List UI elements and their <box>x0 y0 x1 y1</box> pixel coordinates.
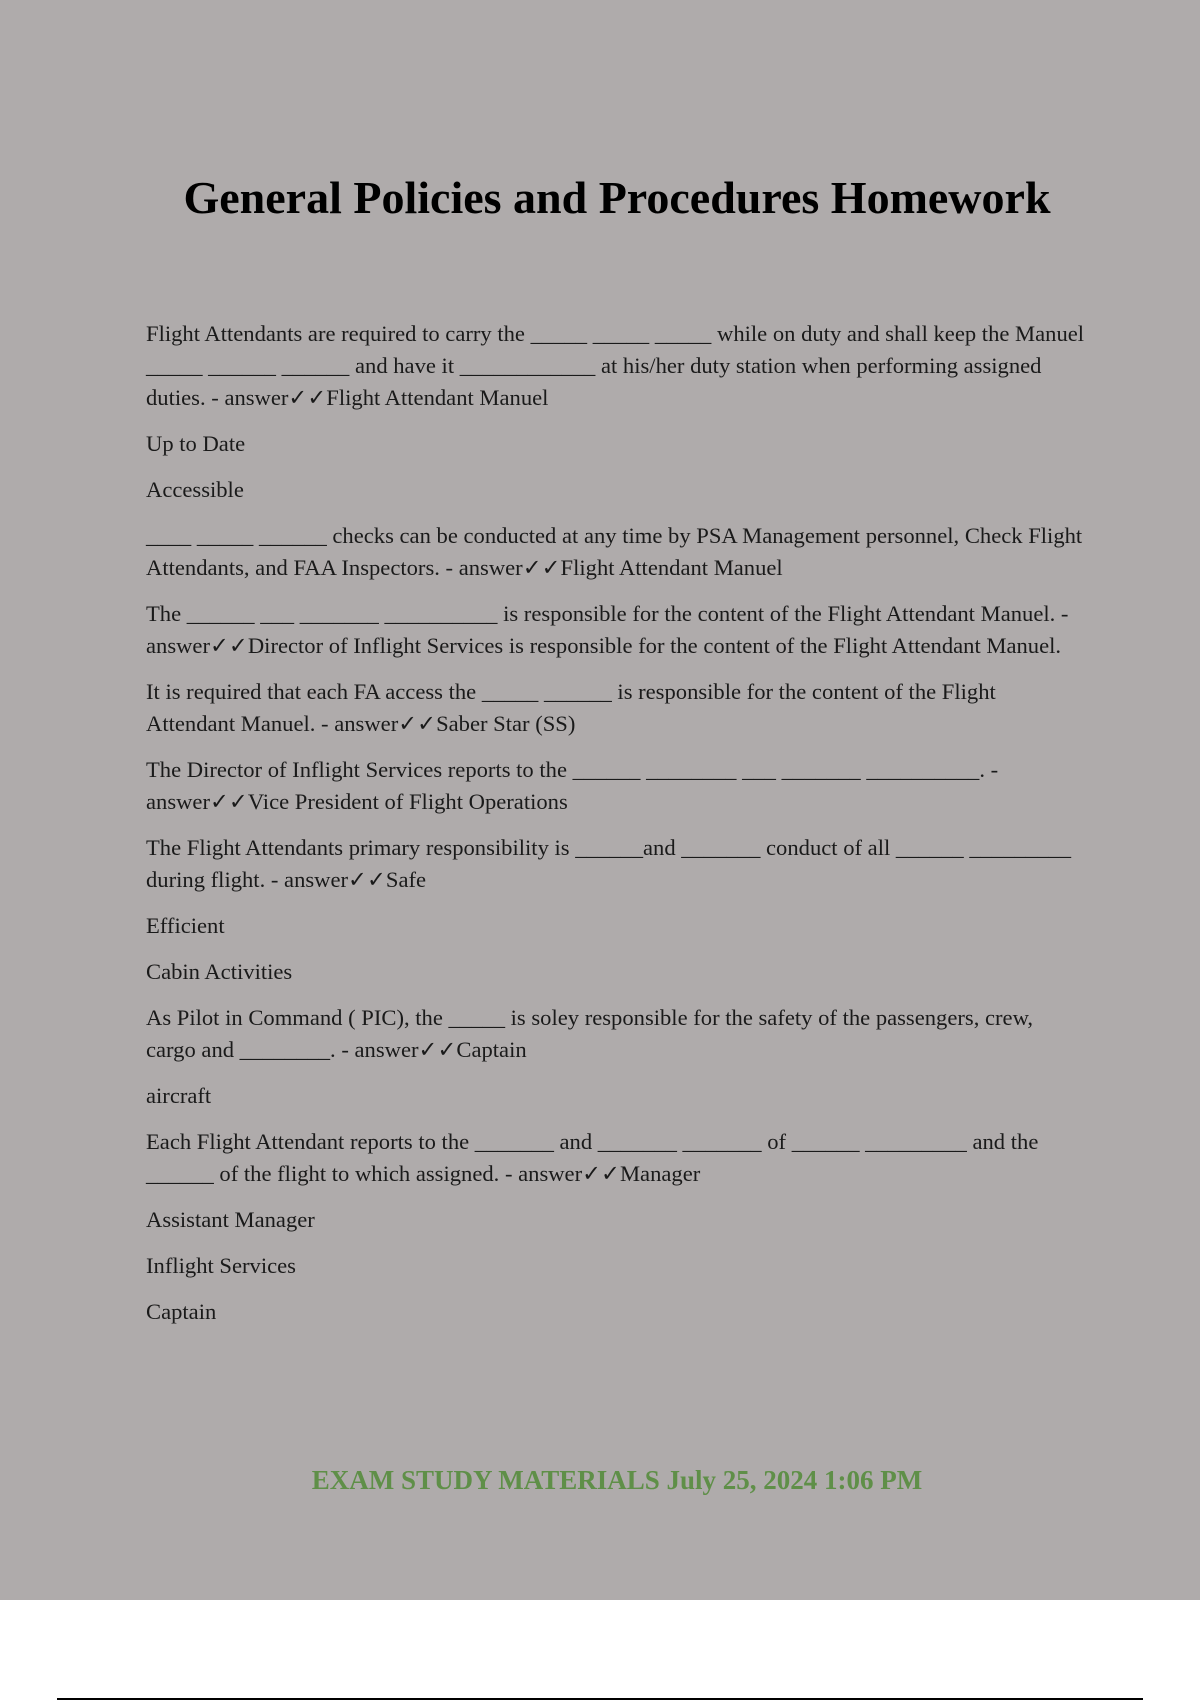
paragraph: Captain <box>146 1299 217 1324</box>
paragraph: The ______ ___ _______ __________ is responsible for the content of the Flight Attendant Manuel. - answer✓✓Director of Inflight Services is responsible for the content of the Flight Attendant Manuel. <box>146 601 1069 658</box>
paragraph: Efficient <box>146 913 225 938</box>
paragraph: The Director of Inflight Services reports to the ______ ________ ___ _______ __________. - answer✓✓Vice President of Flight Operations <box>146 757 999 814</box>
paragraph: Up to Date <box>146 431 246 456</box>
paragraph: Each Flight Attendant reports to the _______ and _______ _______ of ______ _________ and the ______ of the flight to which assigned. - answer✓✓Manager <box>146 1129 1039 1186</box>
document-body <box>146 318 1086 1342</box>
paragraph: Accessible <box>146 477 244 502</box>
paragraph: Inflight Services <box>146 1253 296 1278</box>
paragraph: Assistant Manager <box>146 1207 315 1232</box>
paragraph: The Flight Attendants primary responsibility is ______and _______ conduct of all ______ _________ during flight. - answer✓✓Safe <box>146 835 1071 892</box>
paragraph: ____ _____ ______ checks can be conducted at any time by PSA Management personnel, Check Flight Attendants, and FAA Inspectors. - answer✓✓Flight Attendant Manuel <box>146 523 1083 580</box>
paragraph: aircraft <box>146 1083 212 1108</box>
paragraph: As Pilot in Command ( PIC), the _____ is soley responsible for the safety of the passengers, crew, cargo and ________. - answer✓✓Captain <box>146 1005 1034 1062</box>
paragraph: Cabin Activities <box>146 959 293 984</box>
paragraph: Flight Attendants are required to carry the _____ _____ _____ while on duty and shall keep the Manuel _____ ______ ______ and have it ____________ at his/her duty station when performing assigned duties. - answer✓✓Flight Attendant Manuel <box>146 321 1085 410</box>
footer-stamp: EXAM STUDY MATERIALS July 25, 2024 1:06 PM <box>311 1465 923 1495</box>
page-title: General Policies and Procedures Homework <box>183 172 1051 223</box>
paragraph: It is required that each FA access the _____ ______ is responsible for the content of the Flight Attendant Manuel. - answer✓✓Saber Star (SS) <box>146 679 996 736</box>
